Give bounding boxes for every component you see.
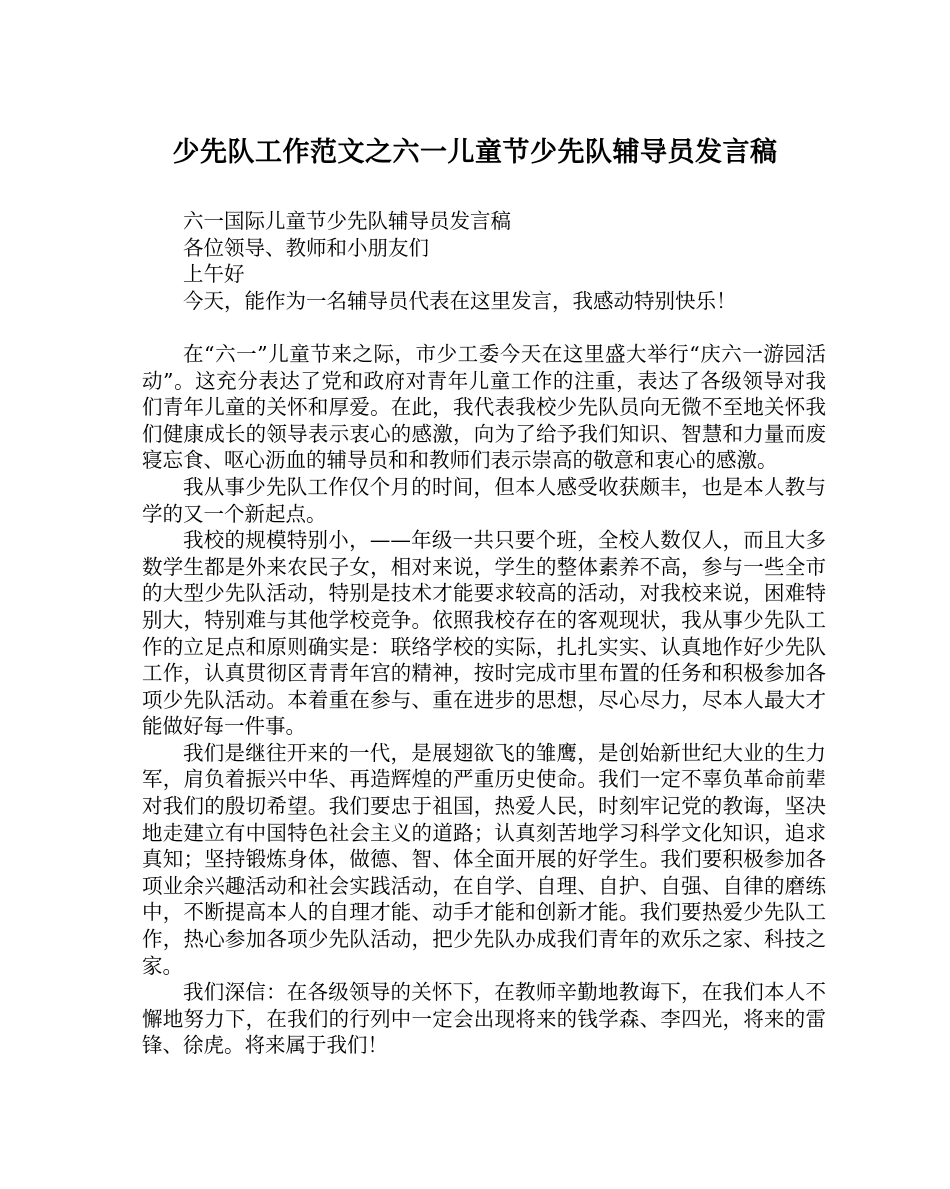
speech-title-line: 六一国际儿童节少先队辅导员发言稿 bbox=[183, 209, 511, 233]
document-title: 少先队工作范文之六一儿童节少先队辅导员发言稿 bbox=[172, 137, 778, 168]
paragraph-mission: 我们是继往开来的一代，是展翅欲飞的雏鹰，是创始新世纪大业的生力军，肩负着振兴中华、再造辉煌的严重历史使命。我们一定不辜负革命前辈对我们的殷切希望。我们要忠于祖国，热爱人民，时刻牢记党的教诲，坚决地走建立有中国特色社会主义的道路；认真刻苦地学习科学文化知识，追求真知；坚持锻炼身体，做德、智、体全面开展的好学生。我们要积极参加各项业余兴趣活动和社会实践活动，在自学、自理、自护、自强、自律的磨练中，不断提高本人的自理才能、动手才能和创新才能。我们要热爱少先队工作，热心参加各项少先队活动，把少先队办成我们青年的欢乐之家、科技之家。 bbox=[142, 740, 826, 978]
blank-line bbox=[142, 314, 826, 341]
paragraph-experience: 我从事少先队工作仅个月的时间，但本人感受收获颇丰，也是本人教与学的又一个新起点。 bbox=[142, 474, 826, 526]
salutation-line: 各位领导、教师和小朋友们 bbox=[183, 235, 429, 260]
opening-line: 今天，能作为一名辅导员代表在这里发言，我感动特别快乐！ bbox=[183, 288, 737, 313]
paragraph-closing: 我们深信：在各级领导的关怀下，在教师辛勤地教诲下，在我们本人不懈地努力下，在我们的行列中一定会出现将来的钱学森、李四光，将来的雷锋、徐虎。将来属于我们！ bbox=[142, 980, 826, 1058]
paragraph-school-status: 我校的规模特别小，——年级一共只要个班，全校人数仅人，而且大多数学生都是外来农民子女，相对来说，学生的整体素养不高，参与一些全市的大型少先队活动，特别是技术才能要求较高的活动，对我校来说，困难特别大，特别难与其他学校竞争。依照我校存在的客观现状，我从事少先队工作的立足点和原则确实是：联络学校的实际，扎扎实实、认真地作好少先队工作，认真贯彻区青青年宫的精神，按时完成市里布置的任务和积极参加各项少先队活动。本着重在参与、重在进步的思想，尽心尽力，尽本人最大才能做好每一件事。 bbox=[142, 528, 826, 739]
document-body bbox=[142, 208, 826, 1059]
paragraph-festival: 在“六一”儿童节来之际，市少工委今天在这里盛大举行“庆六一游园活动”。这充分表达了党和政府对青年儿童工作的注重，表达了各级领导对我们青年儿童的关怀和厚爱。在此，我代表我校少先队员向无微不至地关怀我们健康成长的领导表示衷心的感激，向为了给予我们知识、智慧和力量而废寝忘食、呕心沥血的辅导员和和教师们表示崇高的敬意和衷心的感激。 bbox=[142, 341, 826, 473]
greeting-line: 上午好 bbox=[183, 262, 245, 287]
